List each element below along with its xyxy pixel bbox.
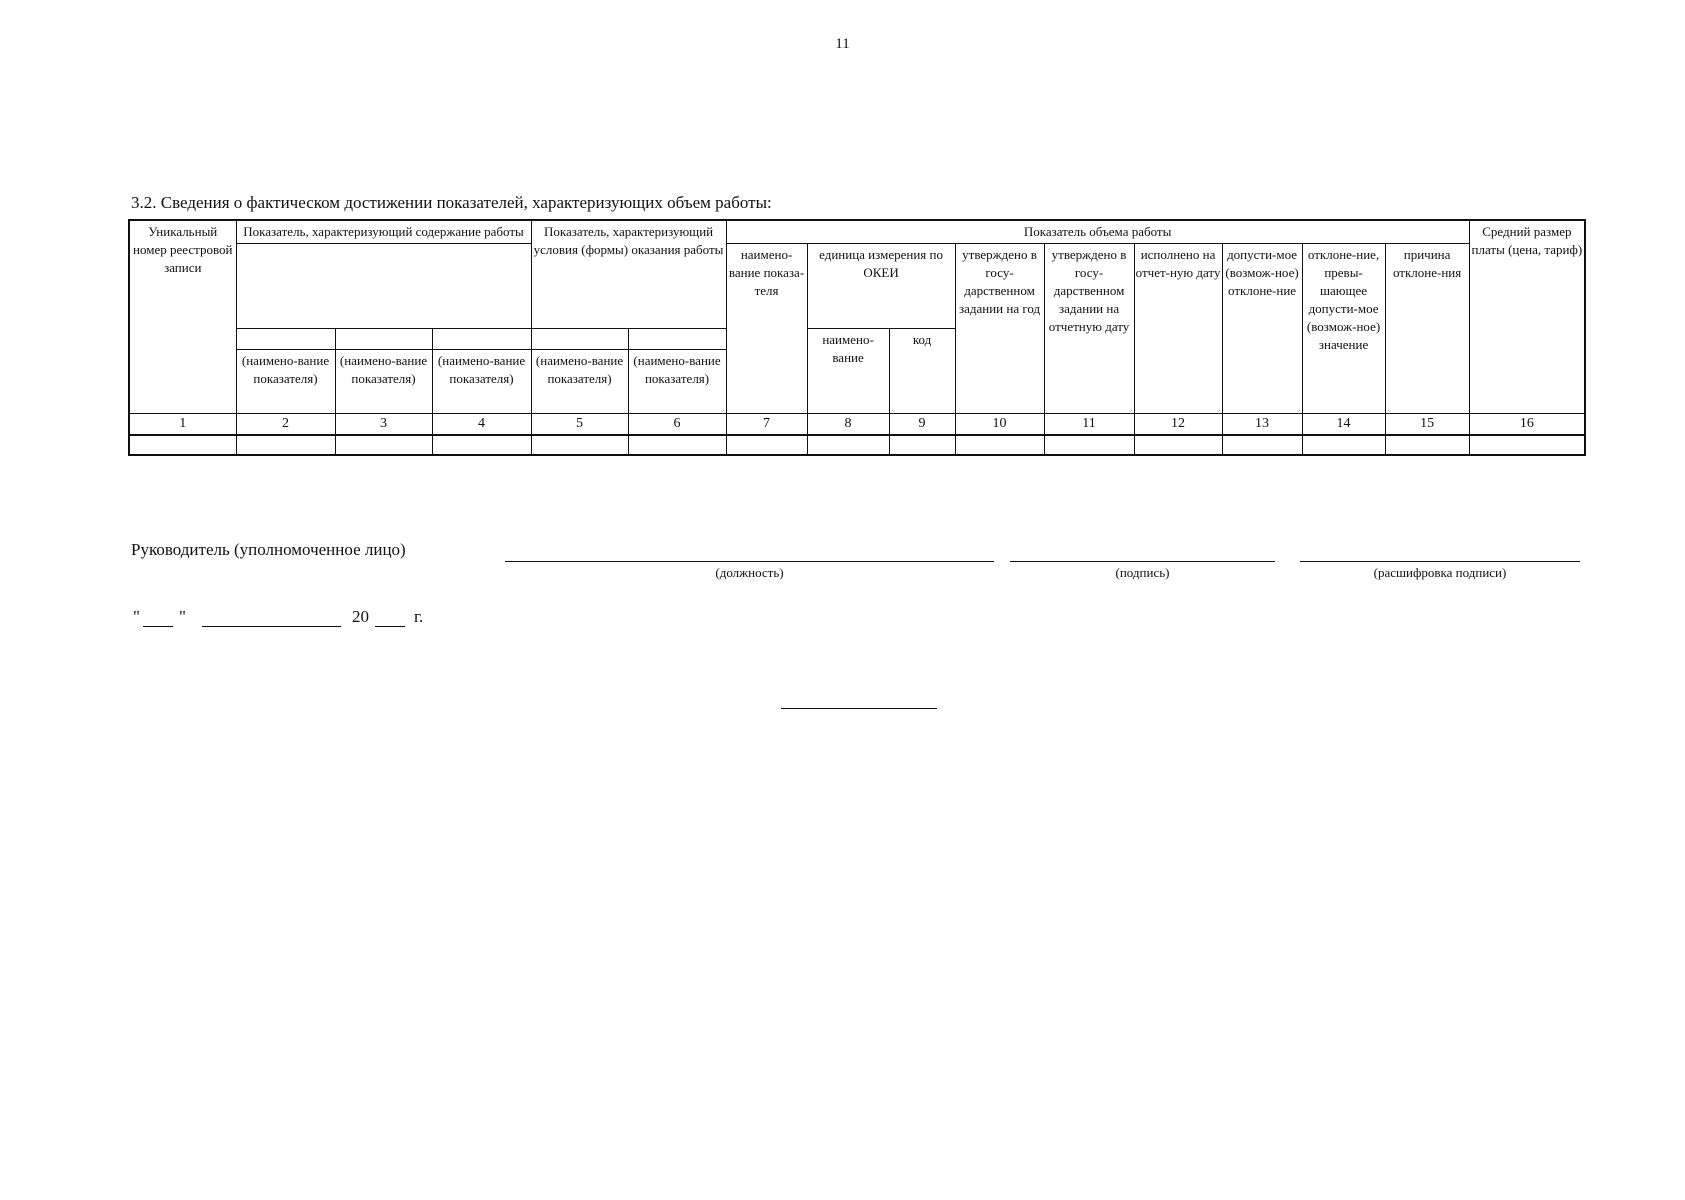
year-blank	[375, 626, 405, 627]
column-number: 6	[628, 414, 726, 436]
header-executed: исполнено на отчет-ную дату	[1134, 244, 1222, 414]
column-number: 9	[889, 414, 955, 436]
report-table	[128, 219, 1586, 456]
column-number: 5	[531, 414, 628, 436]
empty-cell	[531, 435, 628, 455]
column-number: 13	[1222, 414, 1302, 436]
header-exceeding-deviation: отклоне-ние, превы-шающее допусти-мое (возмож-ное) значение	[1302, 244, 1385, 414]
year-prefix: 20	[352, 607, 369, 626]
header-average-fee: Средний размер платы (цена, тариф)	[1469, 220, 1585, 414]
indicator-name-cell: (наимено-вание показателя)	[335, 350, 432, 414]
empty-cell	[726, 435, 807, 455]
empty-cell	[1222, 435, 1302, 455]
column-number: 11	[1044, 414, 1134, 436]
column-number: 8	[807, 414, 889, 436]
decoding-line	[1300, 561, 1580, 562]
header-approved-year: утверждено в госу-дарственном задании на год	[955, 244, 1044, 414]
section-title: 3.2. Сведения о фактическом достижении показателей, характеризующих объем работы:	[131, 193, 772, 212]
header-conditions-indicator: Показатель, характеризующий условия (формы) оказания работы	[531, 220, 726, 329]
signature-label: Руководитель (уполномоченное лицо)	[131, 540, 406, 559]
day-blank	[143, 626, 173, 627]
column-number: 16	[1469, 414, 1585, 436]
decoding-caption: (расшифровка подписи)	[1373, 565, 1507, 580]
year-suffix: г.	[414, 607, 424, 626]
column-number: 3	[335, 414, 432, 436]
header-unique-number: Уникальный номер реестровой записи	[129, 220, 236, 414]
page-number: 11	[835, 36, 850, 52]
column-number: 14	[1302, 414, 1385, 436]
footnote-separator	[781, 708, 937, 709]
empty-cell	[628, 435, 726, 455]
header-unit-okei: единица измерения по ОКЕИ	[807, 244, 955, 329]
table-row	[129, 435, 1585, 455]
column-number: 1	[129, 414, 236, 436]
empty-cell	[129, 435, 236, 455]
blank-cell	[531, 329, 628, 350]
empty-cell	[1469, 435, 1585, 455]
header-indicator-name: наимено-вание показа-теля	[726, 244, 807, 414]
column-number: 15	[1385, 414, 1469, 436]
header-volume-indicator: Показатель объема работы	[726, 220, 1469, 244]
blank-cell	[335, 329, 432, 350]
empty-cell	[432, 435, 531, 455]
indicator-name-cell: (наимено-вание показателя)	[531, 350, 628, 414]
header-deviation-reason: причина отклоне-ния	[1385, 244, 1469, 414]
blank-cell	[628, 329, 726, 350]
column-number: 2	[236, 414, 335, 436]
header-unit-name: наимено-вание	[807, 329, 889, 414]
empty-cell	[1302, 435, 1385, 455]
indicator-name-cell: (наимено-вание показателя)	[628, 350, 726, 414]
blank-cell	[432, 329, 531, 350]
indicator-name-cell: (наимено-вание показателя)	[236, 350, 335, 414]
empty-cell	[1385, 435, 1469, 455]
indicator-name-cell: (наимено-вание показателя)	[432, 350, 531, 414]
signature-line	[1010, 561, 1275, 562]
column-number: 12	[1134, 414, 1222, 436]
month-blank	[202, 626, 341, 627]
position-line	[505, 561, 994, 562]
empty-cell	[807, 435, 889, 455]
header-approved-report-date: утверждено в госу-дарственном задании на отчетную дату	[1044, 244, 1134, 414]
empty-cell	[889, 435, 955, 455]
empty-cell	[236, 435, 335, 455]
column-number: 10	[955, 414, 1044, 436]
header-content-indicator: Показатель, характеризующий содержание работы	[236, 220, 531, 244]
empty-cell	[955, 435, 1044, 455]
empty-cell	[1044, 435, 1134, 455]
column-number-row	[129, 414, 1585, 436]
column-number: 4	[432, 414, 531, 436]
blank-cell	[236, 329, 335, 350]
header-content-blank	[236, 244, 531, 329]
header-allowed-deviation: допусти-мое (возмож-ное) отклоне-ние	[1222, 244, 1302, 414]
date-close-quote: "	[179, 607, 186, 626]
header-unit-code: код	[889, 329, 955, 414]
column-number: 7	[726, 414, 807, 436]
date-open-quote: "	[133, 607, 140, 626]
signature-caption: (подпись)	[1115, 565, 1170, 580]
position-caption: (должность)	[715, 565, 784, 580]
empty-cell	[335, 435, 432, 455]
empty-cell	[1134, 435, 1222, 455]
